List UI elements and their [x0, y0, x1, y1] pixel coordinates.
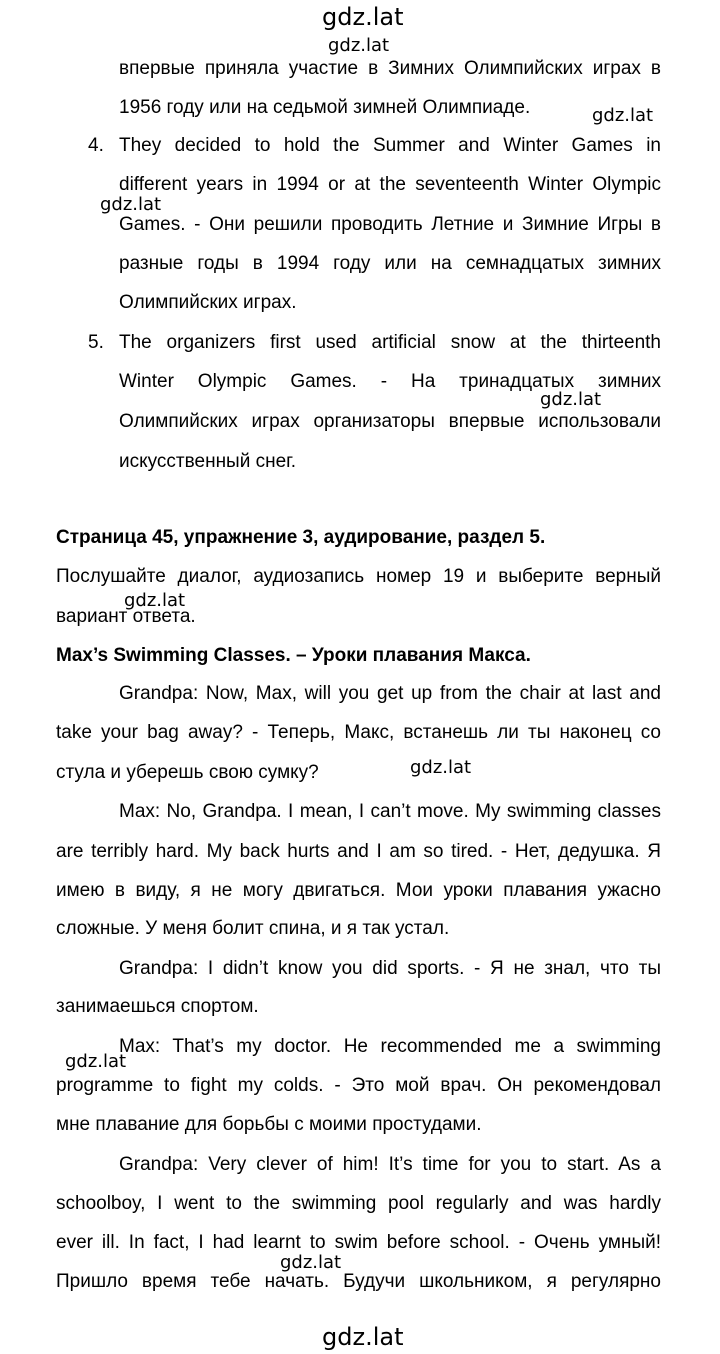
dialogue-line: take your bag away? - Теперь, Макс, встанешь ли ты наконец со	[56, 722, 661, 743]
list-item-number: 5.	[88, 332, 104, 353]
list-item-line: Олимпийских играх организаторы впервые использовали	[119, 411, 661, 432]
watermark: gdz.lat	[540, 389, 602, 410]
list-item-line: Winter Olympic Games. - На тринадцатых зимних	[119, 371, 661, 392]
dialogue-line: are terribly hard. My back hurts and I am so tired. - Нет, дедушка. Я	[56, 841, 661, 862]
list-item-number: 4.	[88, 135, 104, 156]
dialogue-line: стула и уберешь свою сумку?	[56, 762, 319, 783]
watermark: gdz.lat	[410, 757, 472, 778]
watermark: gdz.lat	[65, 1051, 127, 1072]
watermark-top: gdz.lat	[322, 3, 404, 31]
dialogue-title: Max’s Swimming Classes. – Уроки плавания Макса.	[56, 645, 531, 666]
dialogue-line: Grandpa: I didn’t know you did sports. - Я не знал, что ты	[119, 958, 661, 979]
watermark: gdz.lat	[592, 105, 654, 126]
instruction-line: вариант ответа.	[56, 606, 196, 627]
instruction-line: Послушайте диалог, аудиозапись номер 19 и выберите верный	[56, 566, 661, 587]
dialogue-line: programme to fight my colds. - Это мой врач. Он рекомендовал	[56, 1075, 661, 1096]
list-item-line: Games. - Они решили проводить Летние и Зимние Игры в	[119, 214, 661, 235]
list-item-line: 1956 году или на седьмой зимней Олимпиаде.	[119, 97, 531, 118]
list-item-line: впервые приняла участие в Зимних Олимпийских играх в	[119, 58, 661, 79]
section-heading: Страница 45, упражнение 3, аудирование, раздел 5.	[56, 527, 546, 548]
dialogue-line: мне плавание для борьбы с моими простудами.	[56, 1114, 482, 1135]
dialogue-line: Grandpa: Now, Max, will you get up from the chair at last and	[119, 683, 661, 704]
dialogue-line: Max: That’s my doctor. He recommended me a swimming	[119, 1036, 661, 1057]
list-item-line: Олимпийских играх.	[119, 292, 297, 313]
list-item-line: искусственный снег.	[119, 451, 297, 472]
watermark: gdz.lat	[100, 194, 162, 215]
watermark-bottom: gdz.lat	[322, 1323, 404, 1351]
dialogue-line: сложные. У меня болит спина, и я так устал.	[56, 918, 450, 939]
watermark: gdz.lat	[124, 590, 186, 611]
dialogue-line: schoolboy, I went to the swimming pool regularly and was hardly	[56, 1193, 661, 1214]
dialogue-line: Grandpa: Very clever of him! It’s time for you to start. As a	[119, 1154, 661, 1175]
watermark: gdz.lat	[328, 35, 390, 56]
list-item-line: They decided to hold the Summer and Winter Games in	[119, 135, 661, 156]
list-item-line: разные годы в 1994 году или на семнадцатых зимних	[119, 253, 661, 274]
list-item-line: The organizers first used artificial snow at the thirteenth	[119, 332, 661, 353]
dialogue-line: имею в виду, я не могу двигаться. Мои уроки плавания ужасно	[56, 880, 661, 901]
dialogue-line: ever ill. In fact, I had learnt to swim before school. - Очень умный!	[56, 1232, 661, 1253]
list-item-line: different years in 1994 or at the seventeenth Winter Olympic	[119, 174, 661, 195]
dialogue-line: Пришло время тебе начать. Будучи школьником, я регулярно	[56, 1271, 661, 1292]
dialogue-line: Max: No, Grandpa. I mean, I can’t move. My swimming classes	[119, 801, 661, 822]
watermark: gdz.lat	[280, 1252, 342, 1273]
dialogue-line: занимаешься спортом.	[56, 996, 259, 1017]
